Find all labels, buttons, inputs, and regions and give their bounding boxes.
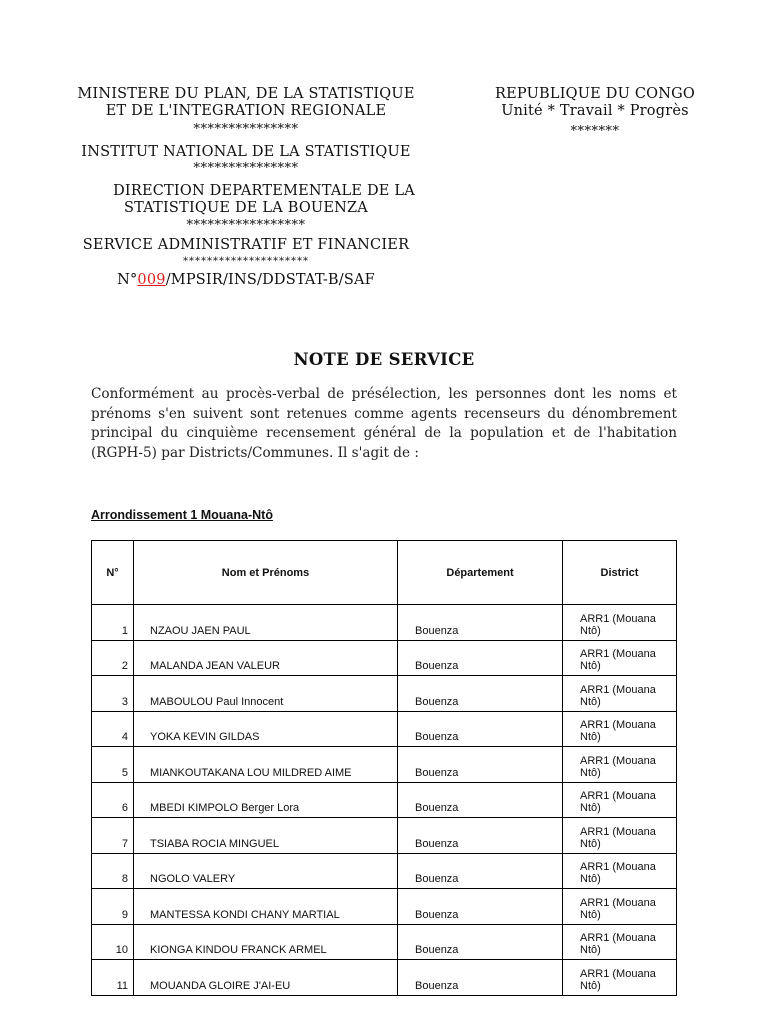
department-cell: Bouenza: [398, 889, 563, 925]
row-number-cell: 5: [92, 747, 134, 783]
section-title: Arrondissement 1 Mouana-Ntô: [91, 508, 273, 522]
row-number-cell: 11: [92, 960, 134, 996]
district-cell: ARR1 (Mouana Ntô): [563, 889, 677, 925]
district-cell: ARR1 (Mouana Ntô): [563, 924, 677, 960]
reference-number: [60, 272, 432, 288]
table-row: [92, 889, 677, 925]
row-number-cell: 3: [92, 676, 134, 712]
department-cell: Bouenza: [398, 747, 563, 783]
reference-prefix: N°: [117, 272, 138, 288]
district-cell: ARR1 (Mouana Ntô): [563, 853, 677, 889]
reference-number-value: 009: [137, 272, 166, 288]
row-number-cell: 7: [92, 818, 134, 854]
direction-line-2: STATISTIQUE DE LA BOUENZA: [124, 200, 368, 216]
national-motto: Unité * Travail * Progrès: [501, 103, 689, 119]
district-cell: ARR1 (Mouana Ntô): [563, 782, 677, 818]
table-row: [92, 818, 677, 854]
ministry-line-2: ET DE L'INTEGRATION REGIONALE: [105, 103, 387, 119]
separator-stars-4: *********************: [183, 256, 309, 267]
department-cell: Bouenza: [398, 782, 563, 818]
table-row: [92, 640, 677, 676]
department-cell: Bouenza: [398, 605, 563, 641]
department-cell: Bouenza: [398, 853, 563, 889]
column-header-name: Nom et Prénoms: [134, 541, 398, 605]
table-row: [92, 924, 677, 960]
row-number-cell: 4: [92, 711, 134, 747]
table-row: [92, 747, 677, 783]
department-cell: Bouenza: [398, 924, 563, 960]
table-row: [92, 605, 677, 641]
column-header-district: District: [563, 541, 677, 605]
district-cell: ARR1 (Mouana Ntô): [563, 818, 677, 854]
row-number-cell: 10: [92, 924, 134, 960]
institute-name: INSTITUT NATIONAL DE LA STATISTIQUE: [81, 144, 411, 160]
country-name: REPUBLIQUE DU CONGO: [495, 86, 695, 102]
row-number-cell: 1: [92, 605, 134, 641]
department-cell: Bouenza: [398, 960, 563, 996]
direction-line-1: DIRECTION DEPARTEMENTALE DE LA: [113, 183, 415, 199]
row-number-cell: 6: [92, 782, 134, 818]
department-cell: Bouenza: [398, 711, 563, 747]
agent-name-cell: MBEDI KIMPOLO Berger Lora: [134, 782, 398, 818]
agent-name-cell: MANTESSA KONDI CHANY MARTIAL: [134, 889, 398, 925]
row-number-cell: 8: [92, 853, 134, 889]
table-row: [92, 853, 677, 889]
agent-name-cell: MIANKOUTAKANA LOU MILDRED AIME: [134, 747, 398, 783]
service-name: SERVICE ADMINISTRATIF ET FINANCIER: [82, 237, 410, 253]
district-cell: ARR1 (Mouana Ntô): [563, 711, 677, 747]
separator-stars-3: *****************: [186, 218, 306, 233]
department-cell: Bouenza: [398, 818, 563, 854]
agent-name-cell: MALANDA JEAN VALEUR: [134, 640, 398, 676]
agent-name-cell: NGOLO VALERY: [134, 853, 398, 889]
agent-name-cell: MOUANDA GLOIRE J'AI-EU: [134, 960, 398, 996]
reference-suffix: /MPSIR/INS/DDSTAT-B/SAF: [165, 272, 375, 288]
row-number-cell: 2: [92, 640, 134, 676]
agent-name-cell: TSIABA ROCIA MINGUEL: [134, 818, 398, 854]
department-cell: Bouenza: [398, 640, 563, 676]
table-row: [92, 711, 677, 747]
table-row: [92, 782, 677, 818]
document-title: NOTE DE SERVICE: [293, 350, 475, 369]
district-cell: ARR1 (Mouana Ntô): [563, 747, 677, 783]
table-body: [92, 605, 677, 996]
separator-stars-1: ***************: [193, 122, 299, 137]
district-cell: ARR1 (Mouana Ntô): [563, 605, 677, 641]
column-header-number: N°: [92, 541, 134, 605]
district-cell: ARR1 (Mouana Ntô): [563, 676, 677, 712]
table-row: [92, 960, 677, 996]
agent-name-cell: YOKA KEVIN GILDAS: [134, 711, 398, 747]
agent-name-cell: NZAOU JAEN PAUL: [134, 605, 398, 641]
column-header-department: Département: [398, 541, 563, 605]
agents-table: [91, 540, 677, 996]
table-row: [92, 676, 677, 712]
department-cell: Bouenza: [398, 676, 563, 712]
ministry-line-1: MINISTERE DU PLAN, DE LA STATISTIQUE: [77, 86, 415, 102]
separator-stars-right: *******: [570, 124, 620, 139]
district-cell: ARR1 (Mouana Ntô): [563, 640, 677, 676]
intro-paragraph: Conformément au procès-verbal de présélection, les personnes dont les noms et prénoms s'en suivent sont retenues comme agents recenseurs du dénombrement principal du cinquième recensement général de la population et de l'habitation (RGPH-5) par Districts/Communes. Il s'agit de :: [91, 386, 677, 461]
separator-stars-2: ***************: [193, 161, 299, 176]
district-cell: ARR1 (Mouana Ntô): [563, 960, 677, 996]
agent-name-cell: MABOULOU Paul Innocent: [134, 676, 398, 712]
row-number-cell: 9: [92, 889, 134, 925]
table-header-row: [92, 541, 677, 605]
agent-name-cell: KIONGA KINDOU FRANCK ARMEL: [134, 924, 398, 960]
